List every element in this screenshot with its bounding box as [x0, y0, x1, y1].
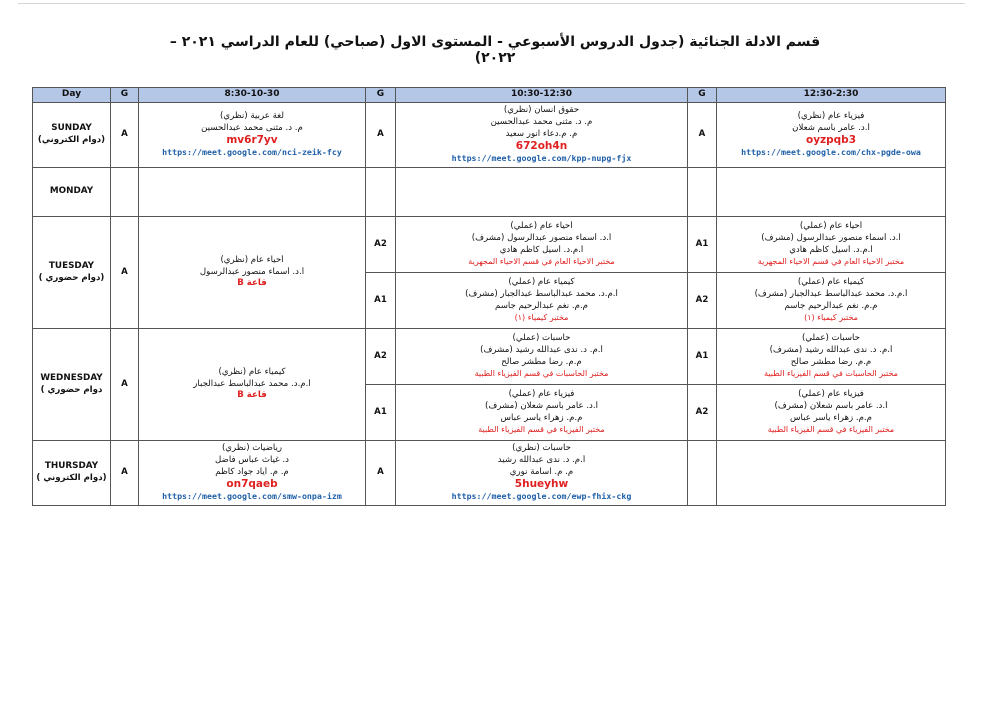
- group-cell: A: [366, 441, 396, 506]
- subject: أحياء عام (نظري): [220, 255, 284, 266]
- meet-code: mv6r7yv: [226, 134, 278, 147]
- class-cell: [139, 441, 366, 506]
- class-cell: [717, 385, 946, 441]
- empty-cell: [139, 168, 366, 217]
- teacher: م. م. اسامة نوري: [509, 466, 574, 477]
- teacher: م.م. نغم عبدالرحيم جاسم: [494, 300, 588, 311]
- teacher: أ.م. د. ندى عبدالله رشيد (مشرف): [769, 344, 893, 355]
- meet-link[interactable]: https://meet.google.com/chx-pgde-owa: [741, 147, 921, 158]
- empty-cell: [717, 168, 946, 217]
- header-slot-3: 12:30-2:30: [717, 88, 946, 103]
- day-mode: ( دوام حضوري): [38, 272, 105, 283]
- subject: فيزياء عام (نظري): [797, 111, 865, 122]
- day-name: SUNDAY: [51, 123, 92, 134]
- subject: كيمياء عام (عملي): [797, 277, 865, 288]
- group-cell: A2: [366, 217, 396, 273]
- meet-code: 5hueyhw: [514, 478, 569, 491]
- meet-link[interactable]: https://meet.google.com/nci-zeik-fcy: [162, 147, 342, 158]
- subject: رياضيات (نظري): [221, 443, 283, 454]
- group-cell: A2: [366, 329, 396, 385]
- teacher: م.م. رضا مطشر صالح: [790, 356, 872, 367]
- header-slot-1: 8:30-10-30: [139, 88, 366, 103]
- subject: فيزياء عام (عملي): [508, 389, 575, 400]
- row-tuesday-a: [33, 217, 946, 273]
- empty-cell: [717, 441, 946, 506]
- class-cell: [139, 103, 366, 168]
- class-cell: [139, 329, 366, 441]
- teacher: م.م. زهراء ياسر عباس: [790, 412, 872, 423]
- header-day: Day: [33, 88, 111, 103]
- subject: حاسبات (نظري): [512, 443, 571, 454]
- group-cell: A2: [688, 273, 717, 329]
- header-group-3: G: [688, 88, 717, 103]
- subject: أحياء عام (عملي): [510, 221, 573, 232]
- teacher: م.م. رضا مطشر صالح: [501, 356, 582, 367]
- lab: مختبر الحاسبات في قسم الفيزياء الطبية: [764, 369, 898, 379]
- subject: كيمياء عام (نظري): [218, 367, 286, 378]
- subject: حاسبات (عملي): [802, 333, 860, 344]
- group-cell: A: [111, 441, 139, 506]
- class-cell: [717, 103, 946, 168]
- teacher: م. د. مثنى محمد عبدالحسين: [490, 116, 593, 127]
- day-cell-monday: [33, 168, 111, 217]
- teacher: د. غياث عباس فاضل: [215, 454, 289, 465]
- lab: مختبر كيمياء (١): [804, 313, 858, 323]
- meet-code: oyzpqb3: [805, 134, 857, 147]
- teacher: م. م. أياد جواد كاظم: [215, 466, 289, 477]
- teacher: أ.د. عامر باسم شعلان (مشرف): [774, 400, 888, 411]
- teacher: أ.د. أسماء منصور عبدالرسول (مشرف): [471, 232, 612, 243]
- group-cell: A: [111, 217, 139, 329]
- lab: مختبر الفيزياء في قسم الفيزياء الطبية: [478, 425, 605, 435]
- subject: حقوق انسان (نظري): [503, 105, 580, 116]
- class-cell: [396, 385, 688, 441]
- class-cell: [717, 329, 946, 385]
- meet-link[interactable]: https://meet.google.com/smw-onpa-izm: [162, 491, 342, 502]
- teacher: أ.م.د. محمد عبدالباسط عبدالجبار (مشرف): [754, 288, 908, 299]
- lab: مختبر كيمياء (١): [514, 313, 569, 323]
- group-cell: A2: [688, 385, 717, 441]
- day-mode: ( دوام حضوري: [40, 384, 103, 395]
- hall: قاعة B: [237, 278, 267, 289]
- teacher: أ.د. عامر باسم شعلان (مشرف): [484, 400, 599, 411]
- class-cell: [396, 273, 688, 329]
- class-cell: [396, 329, 688, 385]
- class-cell: [717, 273, 946, 329]
- teacher: أ.د. أسماء منصور عبدالرسول: [199, 266, 305, 277]
- teacher: أ.د. عامر باسم شعلان: [792, 122, 870, 133]
- subject: فيزياء عام (عملي): [798, 389, 864, 400]
- class-cell: [139, 217, 366, 329]
- top-rule: [18, 3, 965, 4]
- teacher: أ.م.د. أسيل كاظم هادي: [789, 244, 873, 255]
- day-name: WEDNESDAY: [40, 372, 103, 383]
- group-cell: A1: [688, 217, 717, 273]
- row-monday: [33, 168, 946, 217]
- group-cell: A1: [366, 385, 396, 441]
- group-cell: A: [111, 103, 139, 168]
- empty-cell: [688, 441, 717, 506]
- page-title: قسم الادلة الجنائية (جدول الدروس الأسبوعي - المستوى الاول (صباحي) للعام الدراسي ٢٠٢١ – ٢٠٢٢): [169, 34, 821, 66]
- lab: مختبر الاحياء العام في قسم الاحياء المجهرية: [757, 257, 905, 267]
- class-cell: [396, 103, 688, 168]
- teacher: أ.م.د. أسيل كاظم هادي: [499, 244, 584, 255]
- empty-cell: [111, 168, 139, 217]
- class-cell: [396, 441, 688, 506]
- class-cell: [396, 217, 688, 273]
- day-mode: (دوام الكتروني): [37, 135, 106, 145]
- group-cell: A: [688, 103, 717, 168]
- teacher: م. م.دعاء انور سعيد: [505, 128, 578, 139]
- teacher: أ.د. أسماء منصور عبدالرسول (مشرف): [761, 232, 901, 243]
- day-name: MONDAY: [49, 186, 94, 197]
- meet-code: on7qaeb: [226, 478, 278, 491]
- teacher: أ.م. د. ندى عبدالله رشيد: [497, 454, 586, 465]
- subject: كيمياء عام (عملي): [508, 277, 575, 288]
- group-cell: A1: [688, 329, 717, 385]
- lab: مختبر الاحياء العام في قسم الاحياء المجهرية: [468, 257, 615, 267]
- day-cell-thursday: [33, 441, 111, 506]
- row-wednesday-a: [33, 329, 946, 385]
- subject: لغة عربية (نظري): [220, 111, 284, 122]
- day-cell-sunday: [33, 103, 111, 168]
- lab: مختبر الفيزياء في قسم الفيزياء الطبية: [767, 425, 895, 435]
- hall: قاعة B: [237, 390, 267, 401]
- header-slot-2: 10:30-12:30: [396, 88, 688, 103]
- header-row: [33, 88, 946, 103]
- day-name: THURSDAY: [44, 461, 99, 472]
- empty-cell: [396, 168, 688, 217]
- subject: أحياء عام (عملي): [799, 221, 863, 232]
- row-thursday: [33, 441, 946, 506]
- teacher: أ.م.د. محمد عبدالباسط عبدالجبار (مشرف): [465, 288, 618, 299]
- teacher: م. د. مثنى محمد عبدالحسين: [201, 122, 303, 133]
- group-cell: A: [111, 329, 139, 441]
- meet-link[interactable]: https://meet.google.com/kpp-nupg-fjx: [451, 153, 632, 164]
- meet-code: 672oh4n: [515, 140, 568, 153]
- group-cell: A: [366, 103, 396, 168]
- teacher: أ.م. د. ندى عبدالله رشيد (مشرف): [480, 344, 603, 355]
- teacher: أ.م.د. محمد عبدالباسط عبدالجبار: [193, 378, 311, 389]
- day-name: TUESDAY: [48, 260, 95, 271]
- day-cell-wednesday: [33, 329, 111, 441]
- lab: مختبر الحاسبات في قسم الفيزياء الطبية: [474, 369, 609, 379]
- row-sunday: [33, 103, 946, 168]
- header-group-2: G: [366, 88, 396, 103]
- empty-cell: [366, 168, 396, 217]
- teacher: م.م. زهراء ياسر عباس: [500, 412, 583, 423]
- header-group-1: G: [111, 88, 139, 103]
- empty-cell: [688, 168, 717, 217]
- schedule-table: [32, 87, 946, 506]
- meet-link[interactable]: https://meet.google.com/ewp-fhix-ckg: [451, 491, 632, 502]
- day-mode: ( دوام الكتروني): [36, 473, 107, 483]
- day-cell-tuesday: [33, 217, 111, 329]
- group-cell: A1: [366, 273, 396, 329]
- teacher: م.م. نغم عبدالرحيم جاسم: [784, 300, 878, 311]
- subject: حاسبات (عملي): [512, 333, 571, 344]
- class-cell: [717, 217, 946, 273]
